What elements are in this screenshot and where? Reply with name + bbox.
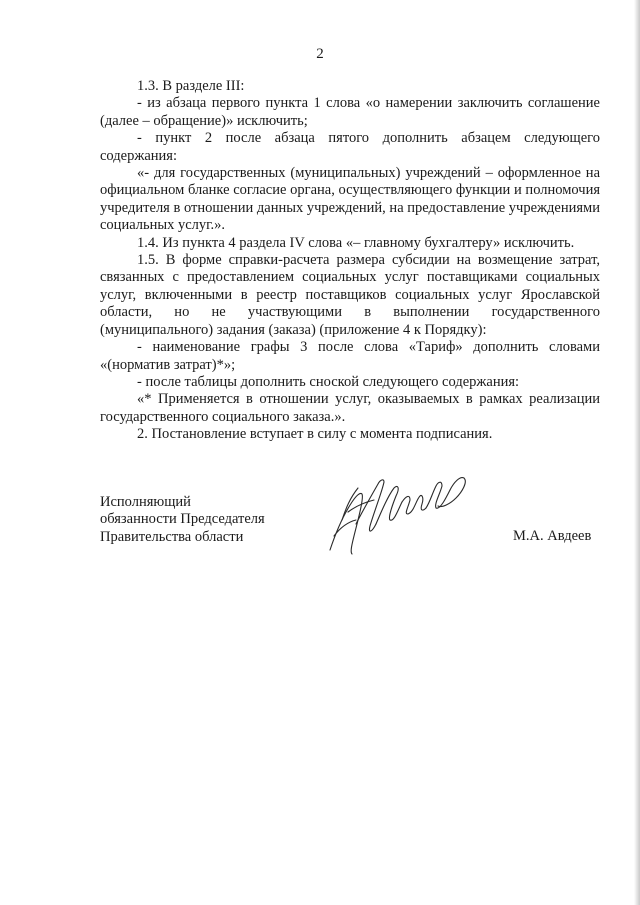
signatory-title [100, 494, 265, 546]
paragraph-1-3-item-1: - из абзаца первого пункта 1 слова «о намерении заключить соглашение (далее – обращение)» исключить; [100, 95, 600, 129]
scan-edge-shadow [634, 0, 640, 905]
paragraph-1-3: 1.3. В разделе III: [137, 78, 245, 94]
signatory-title-line: обязанности Председателя [100, 511, 265, 528]
paragraph-1-5-item-1: - наименование графы 3 после слова «Тариф» дополнить словами «(норматив затрат)*»; [100, 339, 600, 373]
paragraph-2: 2. Постановление вступает в силу с момента подписания. [137, 426, 493, 443]
document-body [100, 78, 600, 444]
paragraph-1-5-item-2: - после таблицы дополнить сноской следующего содержания: [137, 373, 520, 390]
paragraph-1-3-item-2: - пункт 2 после абзаца пятого дополнить абзацем следующего содержания: [100, 130, 600, 164]
signatory-title-line: Правительства области [100, 528, 244, 545]
signatory-name: М.А. Авдеев [513, 528, 592, 544]
page-number: 2 [316, 46, 324, 62]
signatory-title-line: Исполняющий [100, 494, 191, 510]
paragraph-1-3-quote: «- для государственных (муниципальных) учреждений – оформленное на официальном бланке согласие органа, осуществляющего функции и полномочия учредителя в отношении данных учреждений, на предоставление учреждениями социальных услуг.». [100, 165, 600, 234]
paragraph-1-5-footnote: «* Применяется в отношении услуг, оказываемых в рамках реализации государственного социального заказа.». [100, 391, 600, 425]
handwritten-signature [322, 462, 472, 562]
paragraph-1-5: 1.5. В форме справки-расчета размера субсидии на возмещение затрат, связанных с предоставлением социальных услуг поставщиками социальных услуг, включенными в реестр поставщиков социальных услуг Ярославской области, но не участвующими в выполнении государственного (муниципального) задания (заказа) (приложение 4 к Порядку): [100, 252, 600, 338]
paragraph-1-4: 1.4. Из пункта 4 раздела IV слова «– главному бухгалтеру» исключить. [137, 234, 575, 251]
